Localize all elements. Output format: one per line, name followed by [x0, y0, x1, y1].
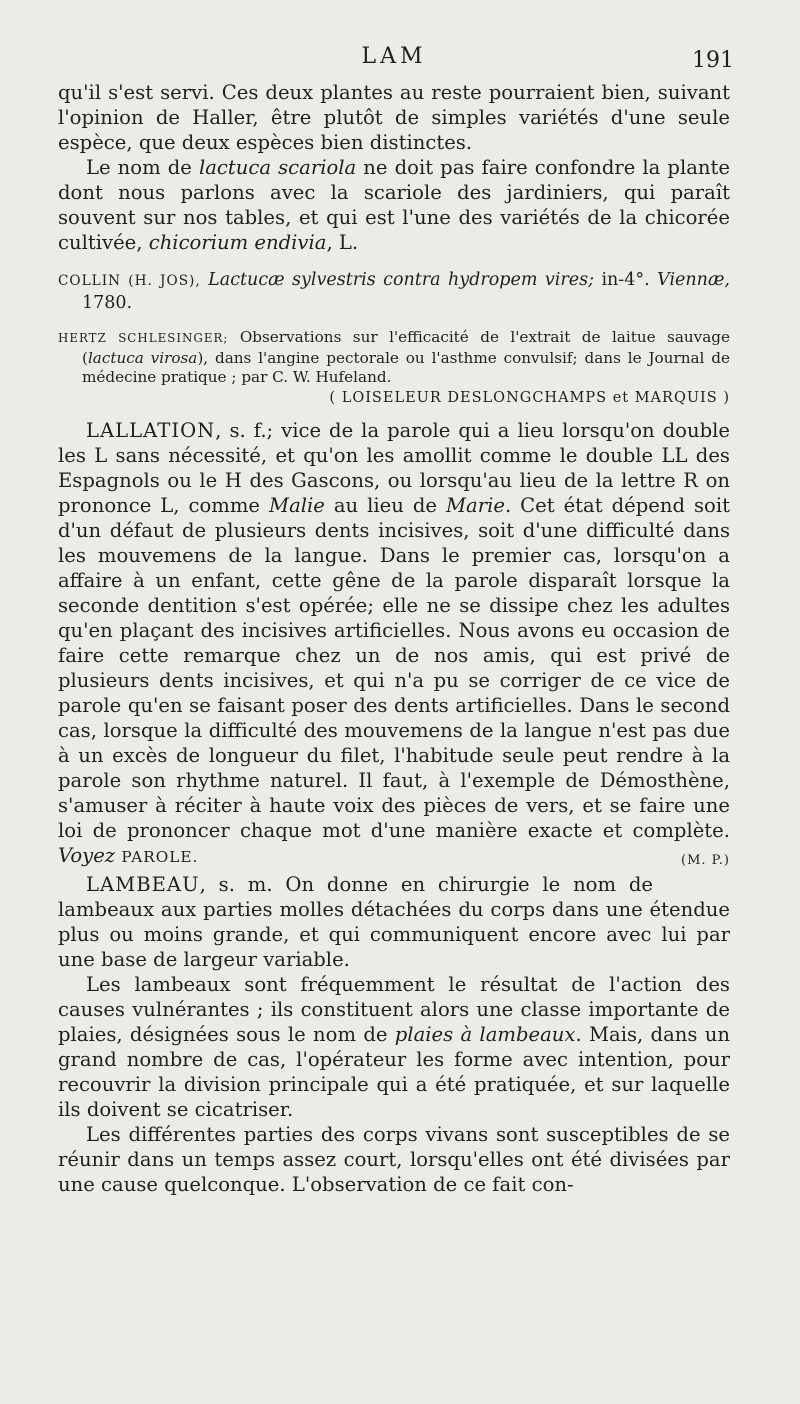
- bibliography-collin: COLLIN (H. JOS), Lactucæ sylvestris contra hydropem vires; in-4°. Viennæ, 1780.: [58, 270, 730, 313]
- paragraph-haller: qu'il s'est servi. Ces deux plantes au reste pourraient bien, suivant l'opinion de Haller, être plutôt de simples variétés d'une seule espèce, que deux espèces bien distinctes.: [58, 81, 730, 154]
- paragraph-lambeaux: Les lambeaux sont fréquemment le résultat de l'action des causes vulnérantes ; ils constituent alors une classe importante de plaies, désignées sous le nom de plaies à lambeaux. Mais, dans un grand nombre de cas, l'opérateur les forme avec intention, pour recouvrir la division principale qui a été pratiquée, et sur laquelle ils doivent se cicatriser.: [58, 972, 730, 1121]
- entry-headword: LALLATION: [86, 418, 216, 442]
- running-title: LAM: [361, 44, 427, 69]
- bibliography-hertz: HERTZ SCHLESINGER; Observations sur l'efficacité de l'extrait de laitue sauvage (lactuca virosa), dans l'angine pectorale ou l'asthme convulsif; dans le Journal de médecine pratique ; par C. W. Hufeland.: [58, 328, 731, 386]
- work-title: Lactucæ sylvestris contra hydropem vires;: [208, 270, 594, 290]
- page-header: [58, 40, 734, 80]
- author-name: HERTZ SCHLESINGER;: [58, 331, 229, 345]
- author-name: COLLIN (H. JOS),: [58, 273, 201, 289]
- paragraph-parties-vivantes: Les différentes parties des corps vivans sont susceptibles de se réunir dans un temps assez court, lorsqu'elles ont été divisées par une cause quelconque. L'observation de ce fait con-: [58, 1122, 730, 1196]
- page: [58, 40, 734, 1197]
- entry-lallation: LALLATION, s. f.; vice de la parole qui a lieu lorsqu'on double les L sans nécessité, et qu'on les amollit comme le double LL des Espagnols ou le H des Gascons, ou lorsqu'au lieu de la lettre R on prononce L, comme Malie au lieu de Marie. Cet état dépend soit d'un défaut de plusieurs dents incisives, soit d'une difficulté dans les mouvemens de la langue. Dans le premier cas, lorsqu'on a affaire à un enfant, cette gêne de la parole disparaît lorsque la seconde dentition s'est opérée; elle ne se dissipe chez les adultes qu'en plaçant des incisives artificielles. Nous avons eu occasion de faire cette remarque chez un de nos amis, qui est privé de plusieurs dents incisives, et qui n'a pu se corriger de ce vice de parole qu'en se faisant poser des dents artificielles. Dans le second cas, lorsque la difficulté des mouvemens de la langue n'est pas due à un excès de longueur du filet, l'habitude seule peut rendre à la parole son rhythme naturel. Il faut, à l'exemple de Démosthène, s'amuser à réciter à haute voix des pièces de vers, et se faire une loi de prononcer chaque mot d'une manière exacte et complète. Voyez PAROLE. (M. P.): [58, 418, 730, 870]
- page-number: 191: [692, 48, 734, 73]
- paragraph-lactuca-scariola: Le nom de lactuca scariola ne doit pas faire confondre la plante dont nous parlons avec la scariole des jardiniers, qui paraît souvent sur nos tables, et qui est l'une des variétés de la chicorée cultivée, chicorium endivia, L.: [58, 156, 731, 254]
- cross-reference: PAROLE.: [121, 847, 199, 866]
- author-initials: (M. P.): [681, 852, 730, 868]
- article-signature: ( LOISELEUR DESLONGCHAMPS et MARQUIS ): [329, 389, 730, 406]
- cross-reference-label: Voyez: [58, 843, 116, 867]
- entry-headword: LAMBEAU: [86, 872, 200, 896]
- entry-lambeau: LAMBEAU, s. m. On donne en chirurgie le nom de lambeaux aux parties molles détachées du corps dans une étendue plus ou moins grande, et qui communiquent encore avec lui par une base de largeur variable.: [58, 872, 730, 971]
